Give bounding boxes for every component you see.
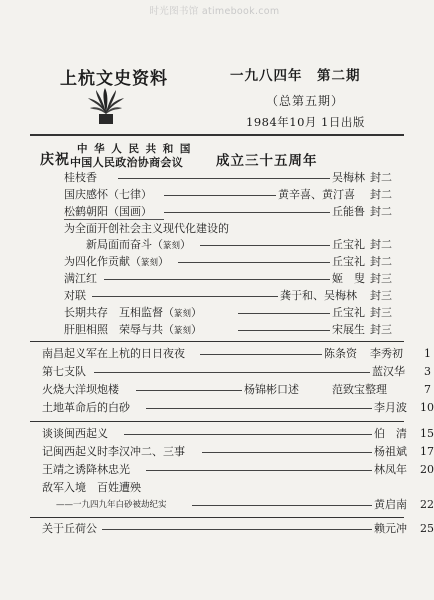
- toc-entry-author: 丘宝礼: [332, 306, 365, 319]
- toc-entry-title: 长期共存 互相监督（篆刻）: [64, 306, 203, 319]
- toc-entry-page: 22: [420, 498, 434, 511]
- toc-entry-note: 篆刻: [174, 326, 192, 336]
- toc-entry: [42, 347, 431, 361]
- toc-entry: [64, 323, 390, 337]
- toc-entry-author: 吴梅林: [332, 171, 365, 184]
- toc-entry-note: 篆刻: [141, 258, 159, 268]
- toc-entry-page: 25: [420, 522, 434, 535]
- toc-entry-note: 篆刻: [174, 309, 192, 319]
- toc-entry: [42, 498, 434, 512]
- toc-entry-page: 封二: [370, 205, 392, 218]
- toc-entry-title: 谈谈闽西起义: [42, 427, 108, 440]
- magazine-title: 上杭文史资料: [60, 69, 168, 89]
- toc-entry: [42, 445, 434, 459]
- toc-entry-title: 火烧大洋坝炮楼: [42, 383, 119, 396]
- section-divider: [30, 341, 404, 342]
- toc-entry-author: 林凤年: [374, 463, 407, 476]
- leader-line: [94, 372, 370, 373]
- toc-entry-title: 敌军入境 百姓遭殃: [42, 481, 141, 494]
- toc-entry-title: 国庆感怀（七律）: [64, 188, 152, 201]
- toc-entry-page: 17: [420, 445, 434, 458]
- toc-entry-page: 封二: [370, 188, 392, 201]
- leader-line: [178, 262, 330, 263]
- section-divider: [30, 517, 404, 518]
- toc-entry-title: 记闽西起义时李汉冲二、三事: [42, 445, 185, 458]
- toc-entry-page: 封二: [370, 238, 392, 251]
- toc-entry-title: 新局面而奋斗（篆刻）: [86, 238, 192, 251]
- leader-line: [118, 178, 330, 179]
- leader-line: [238, 313, 330, 314]
- toc-entry-title: 关于丘荷公: [42, 522, 97, 535]
- toc-entry-author: 黄辛喜、黄汀喜: [278, 188, 355, 201]
- toc-entry-title: 对联: [64, 289, 86, 302]
- toc-entry-page: 封二: [370, 171, 392, 184]
- toc-entry: [42, 522, 434, 536]
- toc-entry-page: 封三: [370, 272, 392, 285]
- leader-line: [146, 470, 372, 471]
- leader-line: [92, 296, 278, 297]
- toc-entry-page: 20: [420, 463, 434, 476]
- toc-entry-page: 封三: [370, 306, 392, 319]
- toc-entry-title: 满江红: [64, 272, 97, 285]
- leader-line: [124, 434, 372, 435]
- toc-entry-author: 姬 叟: [332, 272, 365, 285]
- toc-entry-title: 为全面开创社会主义现代化建设的: [64, 222, 229, 235]
- toc-entry: [42, 481, 406, 495]
- toc-entry-author-secondary: 李秀初: [370, 347, 403, 360]
- toc-entry: [64, 289, 390, 303]
- leader-line: [238, 330, 330, 331]
- toc-entry-note: 篆刻: [163, 241, 181, 251]
- celebration-prefix: 庆祝: [40, 152, 70, 168]
- publish-date: 1984年10月 1日出版: [246, 115, 365, 129]
- leader-line: [136, 390, 242, 391]
- toc-entry-page: 15: [420, 427, 434, 440]
- toc-entry-title: 肝胆相照 荣辱与共（篆刻）: [64, 323, 203, 336]
- toc-entry: [64, 205, 390, 219]
- toc-entry-author-secondary: 范致宝整理: [332, 383, 387, 396]
- toc-entry-page: 封三: [370, 289, 392, 302]
- toc-entry-author: 陈条资: [324, 347, 357, 360]
- toc-entry-author: 龚于和、吴梅林: [280, 289, 357, 302]
- celebration-line-1: 中 华 人 民 共 和 国: [77, 143, 192, 155]
- toc-entry-author: 杨祖斌: [374, 445, 407, 458]
- header-divider: [30, 134, 404, 136]
- toc-entry: [64, 272, 390, 286]
- toc-entry-author: 伯 清: [374, 427, 407, 440]
- toc-entry-title: 为四化作贡献（篆刻）: [64, 255, 170, 268]
- leader-line: [200, 354, 322, 355]
- toc-entry: [42, 365, 431, 379]
- leader-line: [102, 529, 372, 530]
- toc-entry-author: 李月波: [374, 401, 407, 414]
- toc-entry: [64, 255, 390, 269]
- leader-line: [104, 279, 330, 280]
- leader-line: [192, 505, 372, 506]
- toc-entry-title: 第七支队: [42, 365, 86, 378]
- toc-entry-author: 黄启南: [374, 498, 407, 511]
- toc-entry-page: 7: [424, 383, 431, 396]
- toc-entry-page: 3: [424, 365, 431, 378]
- toc-entry-author: 赖元冲: [374, 522, 407, 535]
- toc-entry: [64, 222, 390, 236]
- toc-entry: [64, 171, 390, 185]
- total-issue-number: （总第五期）: [266, 94, 345, 108]
- toc-entry-author: 杨锦彬口述: [244, 383, 299, 396]
- toc-entry: [64, 306, 390, 320]
- issue-number: 一九八四年 第二期: [230, 68, 361, 84]
- toc-entry-title: 松鹤朝阳（国画）: [64, 205, 152, 218]
- toc-entry-title: 桂枝香: [64, 171, 97, 184]
- toc-entry-title: 王靖之诱降林忠光: [42, 463, 130, 476]
- potted-plant-illustration: [86, 86, 126, 126]
- toc-entry-page: 封二: [370, 255, 392, 268]
- watermark: 时光图书馆 atimebook.com: [149, 6, 280, 17]
- section-divider: [30, 421, 404, 422]
- toc-entry-author: 丘宝礼: [332, 238, 365, 251]
- toc-entry: [42, 463, 434, 477]
- leader-line: [164, 195, 276, 196]
- toc-entry-author: 丘宝礼: [332, 255, 365, 268]
- toc-entry-title: 南昌起义军在上杭的日日夜夜: [42, 347, 185, 360]
- toc-entry-title: 土地革命后的白砂: [42, 401, 130, 414]
- leader-line: [164, 212, 330, 213]
- toc-entry: [64, 238, 390, 252]
- celebration-suffix: 成立三十五周年: [216, 153, 318, 169]
- toc-entry: [42, 427, 434, 441]
- leader-line: [200, 245, 330, 246]
- toc-entry-author: 丘能鲁: [332, 205, 365, 218]
- toc-entry-page: 1: [424, 347, 431, 360]
- toc-entry-subtitle: ——一九四九年白砂被劫纪实: [56, 500, 167, 510]
- toc-entry: [42, 383, 431, 397]
- celebration-heading: [40, 141, 400, 169]
- celebration-line-2: 中国人民政治协商会议: [70, 156, 183, 169]
- toc-entry-author: 蓝汉华: [372, 365, 405, 378]
- toc-entry-page: 封三: [370, 323, 392, 336]
- toc-entry: [42, 401, 434, 415]
- leader-line: [202, 452, 372, 453]
- toc-entry: [64, 188, 390, 202]
- leader-line: [146, 408, 372, 409]
- toc-entry-page: 10: [420, 401, 434, 414]
- title-underline: [64, 219, 164, 220]
- toc-entry-author: 宋展生: [332, 323, 365, 336]
